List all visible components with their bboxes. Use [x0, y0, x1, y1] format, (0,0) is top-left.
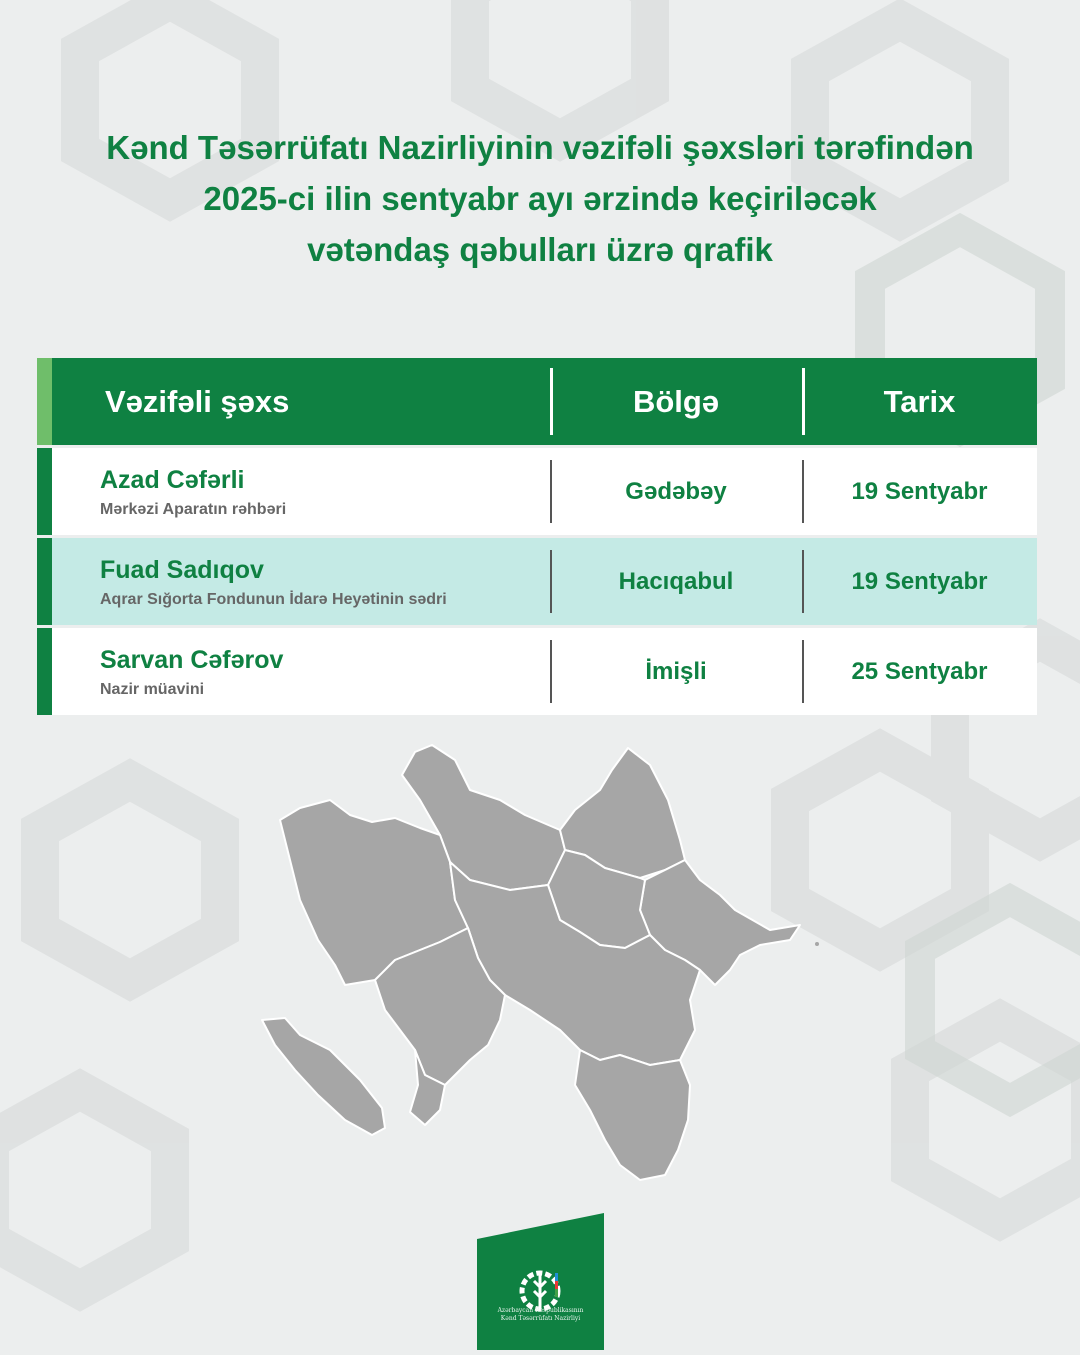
region-cell [550, 448, 802, 535]
date-value: 25 Sentyabr [851, 657, 988, 685]
region-value: Gədəbəy [625, 477, 727, 505]
header-region [550, 358, 802, 445]
map-region-southeast [575, 1050, 690, 1180]
column-divider [550, 368, 553, 435]
header-date-label: Tarix [883, 383, 956, 419]
official-name: Sarvan Cəfərov [100, 645, 284, 674]
logo-caption [477, 1307, 604, 1323]
column-divider [550, 550, 552, 613]
date-cell [802, 448, 1037, 535]
column-divider [550, 460, 552, 523]
ministry-logo [477, 1213, 604, 1350]
table-row [37, 538, 1037, 625]
date-cell [802, 628, 1037, 715]
logo-badge [477, 1213, 604, 1350]
row-accent-bar [37, 448, 52, 535]
table-header-row [37, 358, 1037, 445]
date-value: 19 Sentyabr [851, 477, 988, 505]
logo-caption-line-1: Azərbaycan Respublikasının [497, 1307, 584, 1314]
column-divider [802, 550, 804, 613]
title-line-1: Kənd Təsərrüfatı Nazirliyinin vəzifəli şəxsləri tərəfindən [106, 129, 974, 166]
column-divider [802, 640, 804, 703]
map-region-exclave [262, 1018, 385, 1135]
region-cell [550, 628, 802, 715]
header-region-label: Bölgə [632, 383, 720, 419]
title-line-2: 2025-ci ilin sentyabr ayı ərzində keçiriləcək [203, 180, 877, 217]
table-row [37, 628, 1037, 715]
azerbaijan-map [255, 740, 825, 1185]
region-value: Hacıqabul [618, 567, 734, 595]
map-island [815, 942, 819, 946]
date-cell [802, 538, 1037, 625]
official-role: Mərkəzi Aparatın rəhbəri [100, 500, 287, 518]
date-value: 19 Sentyabr [851, 567, 988, 595]
official-name: Azad Cəfərli [100, 465, 245, 494]
official-role: Nazir müavini [100, 680, 205, 698]
schedule-table [37, 358, 1037, 718]
header-date [802, 358, 1037, 445]
row-accent-bar [37, 628, 52, 715]
header-official [52, 358, 550, 445]
header-accent-bar [37, 358, 52, 445]
official-role: Aqrar Sığorta Fondunun İdarə Heyətinin sədri [100, 590, 447, 608]
column-divider [802, 368, 805, 435]
region-value: İmişli [645, 657, 707, 685]
official-cell [52, 538, 550, 625]
official-cell [52, 628, 550, 715]
logo-caption-line-2: Kənd Təsərrüfatı Nazirliyi [500, 1315, 581, 1322]
page-title [0, 122, 1080, 275]
column-divider [550, 640, 552, 703]
official-cell [52, 448, 550, 535]
official-name: Fuad Sadıqov [100, 555, 264, 584]
title-line-3: vətəndaş qəbulları üzrə qrafik [307, 231, 773, 268]
table-row [37, 448, 1037, 535]
region-cell [550, 538, 802, 625]
row-accent-bar [37, 538, 52, 625]
header-official-label: Vəzifəli şəxs [105, 383, 290, 419]
column-divider [802, 460, 804, 523]
